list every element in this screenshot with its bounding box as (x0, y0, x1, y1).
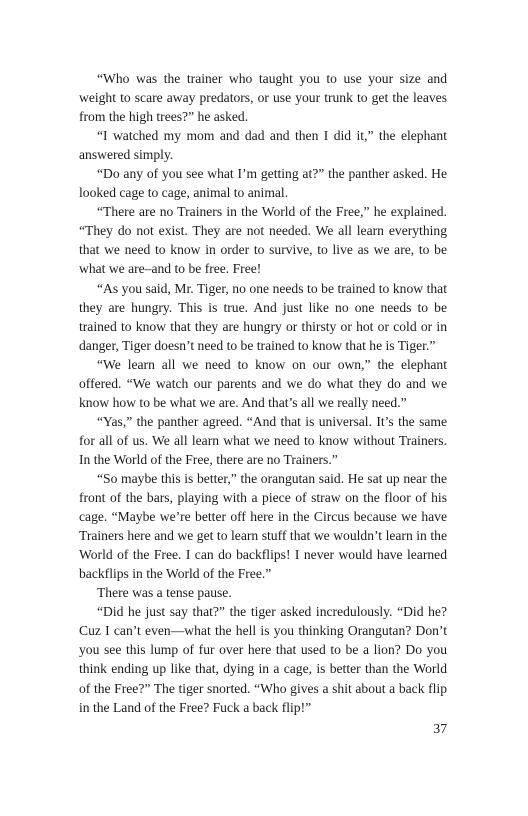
page-number: 37 (433, 721, 447, 736)
paragraph: There was a tense pause. (97, 585, 232, 601)
paragraph: “Yas,” the panther agreed. “And that is universal. It’s the same for all of us. We all learn what we need to know without Trainers. In the World of the Free, there are no Trainers.” (79, 413, 447, 467)
paragraph: “There are no Trainers in the World of the Free,” he explained. “They do not exist. They are not needed. We all learn everything that we need to know in order to survive, to live as we are, to be what we are–and to be free. Free! (79, 204, 447, 277)
paragraph: “As you said, Mr. Tiger, no one needs to be trained to know that they are hungry. This is true. And just like no one needs to be trained to know that they are hungry or thirsty or hot or cold or in danger, Tiger doesn’t need to be trained to know that he is Tiger.” (79, 280, 447, 353)
paragraph: “Do any of you see what I’m getting at?” the panther asked. He looked cage to cage, animal to animal. (79, 166, 447, 201)
paragraph: “We learn all we need to know on our own,” the elephant offered. “We watch our parents and we do what they do and we know how to be what we are. And that’s all we really need.” (79, 356, 447, 410)
body-text (79, 69, 447, 717)
paragraph: “I watched my mom and dad and then I did it,” the elephant answered simply. (79, 128, 447, 163)
paragraph: “So maybe this is better,” the orangutan said. He sat up near the front of the bars, playing with a piece of straw on the floor of his cage. “Maybe we’re better off here in the Circus because we have Trainers here and we get to learn stuff that we wouldn’t learn in the World of the Free. I can do backflips! I never would have learned backflips in the World of the Free.” (79, 470, 447, 582)
paragraph: “Did he just say that?” the tiger asked incredulously. “Did he? Cuz I can’t even—what the hell is you thinking Orangutan? Don’t you see this lump of fur over here that used to be a lion? Do you think ending up like that, dying in a cage, is better than the World of the Free?” The tiger snorted. “Who gives a shit about a back flip in the Land of the Free? Fuck a back flip!” (79, 604, 447, 715)
paragraph: “Who was the trainer who taught you to use your size and weight to scare away predators, or use your trunk to get the leaves from the high trees?” he asked. (79, 71, 447, 125)
